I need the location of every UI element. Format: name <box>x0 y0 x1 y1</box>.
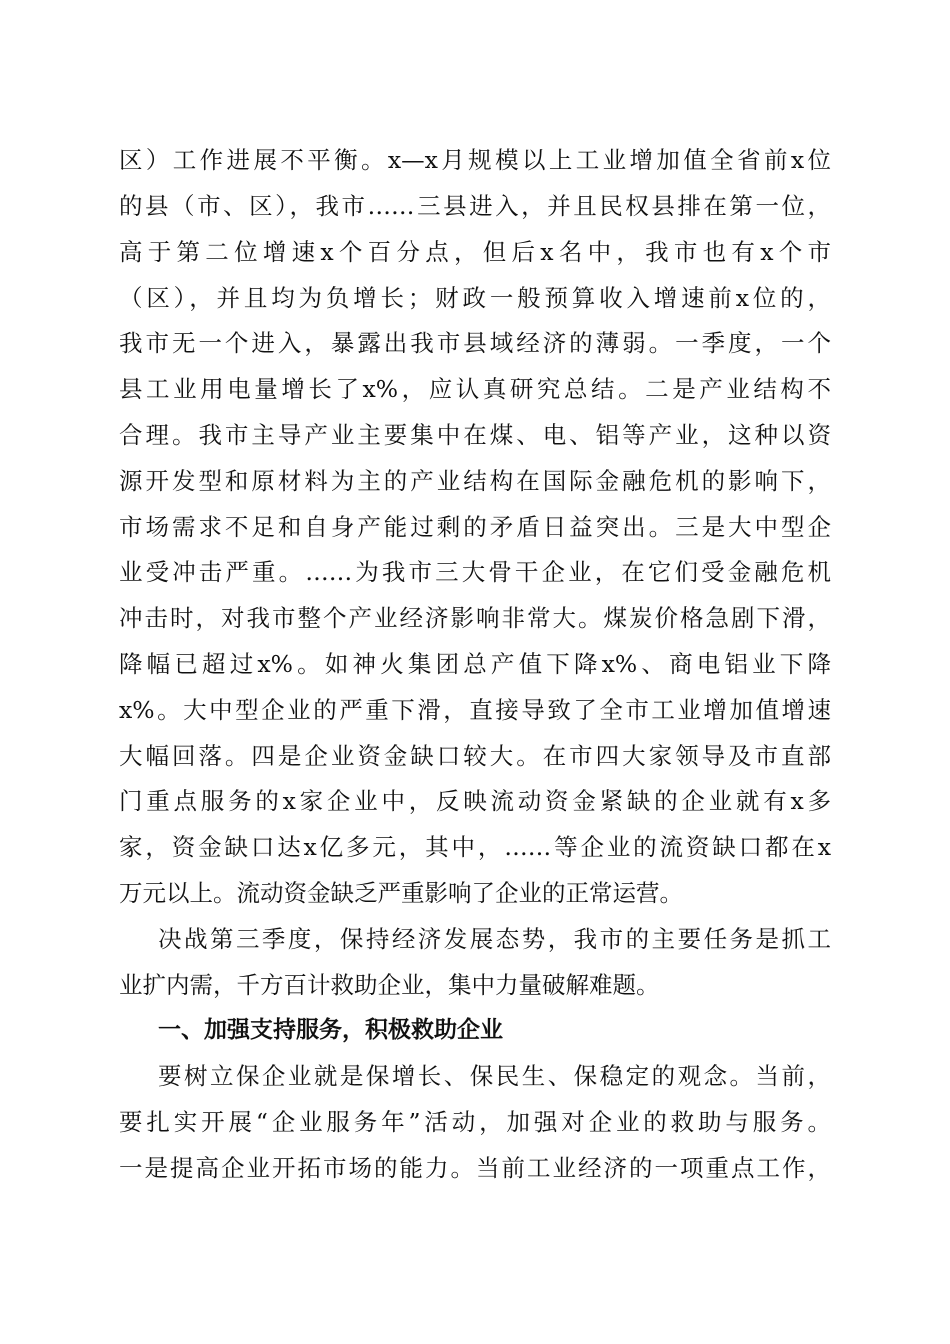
paragraph-1-line-3: 高于第二位增速x个百分点，但后x名中，我市也有x个市 <box>119 238 831 266</box>
paragraph-1-line-5: 我市无一个进入，暴露出我市县域经济的薄弱。一季度，一个 <box>119 329 831 357</box>
paragraph-2-line-2: 业扩内需，千方百计救助企业，集中力量破解难题。 <box>119 971 660 999</box>
paragraph-1-line-7: 合理。我市主导产业主要集中在煤、电、铝等产业，这种以资 <box>119 421 831 449</box>
paragraph-1-line-9: 市场需求不足和自身产能过剩的矛盾日益突出。三是大中型企 <box>119 513 831 541</box>
section-heading-1: 一、加强支持服务，积极救助企业 <box>158 1017 503 1043</box>
paragraph-1-line-6: 县工业用电量增长了x%，应认真研究总结。二是产业结构不 <box>119 375 831 403</box>
paragraph-1-line-10: 业受冲击严重。……为我市三大骨干企业，在它们受金融危机 <box>119 558 831 586</box>
paragraph-2-line-1: 决战第三季度，保持经济发展态势，我市的主要任务是抓工 <box>158 925 831 953</box>
paragraph-1-line-16: 家，资金缺口达x亿多元，其中，……等企业的流资缺口都在x <box>119 833 831 861</box>
paragraph-1-line-13: x%。大中型企业的严重下滑，直接导致了全市工业增加值增速 <box>119 696 831 724</box>
paragraph-1-line-12: 降幅已超过x%。如神火集团总产值下降x%、商电铝业下降 <box>119 650 831 678</box>
paragraph-3-line-3: 一是提高企业开拓市场的能力。当前工业经济的一项重点工作， <box>119 1154 831 1182</box>
paragraph-1-line-4: （区），并且均为负增长；财政一般预算收入增速前x位的， <box>119 284 831 312</box>
paragraph-3-line-2: 要扎实开展“企业服务年”活动，加强对企业的救助与服务。 <box>119 1108 831 1136</box>
paragraph-3-line-1: 要树立保企业就是保增长、保民生、保稳定的观念。当前， <box>158 1062 831 1090</box>
paragraph-1-line-17: 万元以上。流动资金缺乏严重影响了企业的正常运营。 <box>119 879 683 907</box>
paragraph-1-line-2: 的县（市、区），我市……三县进入，并且民权县排在第一位， <box>119 192 831 220</box>
paragraph-1-line-14: 大幅回落。四是企业资金缺口较大。在市四大家领导及市直部 <box>119 742 831 770</box>
paragraph-1-line-8: 源开发型和原材料为主的产业结构在国际金融危机的影响下， <box>119 467 831 495</box>
paragraph-1-line-11: 冲击时，对我市整个产业经济影响非常大。煤炭价格急剧下滑， <box>119 604 831 632</box>
paragraph-1-line-1: 区）工作进展不平衡。x—x月规模以上工业增加值全省前x位 <box>119 146 831 174</box>
paragraph-1-line-15: 门重点服务的x家企业中，反映流动资金紧缺的企业就有x多 <box>119 787 831 815</box>
